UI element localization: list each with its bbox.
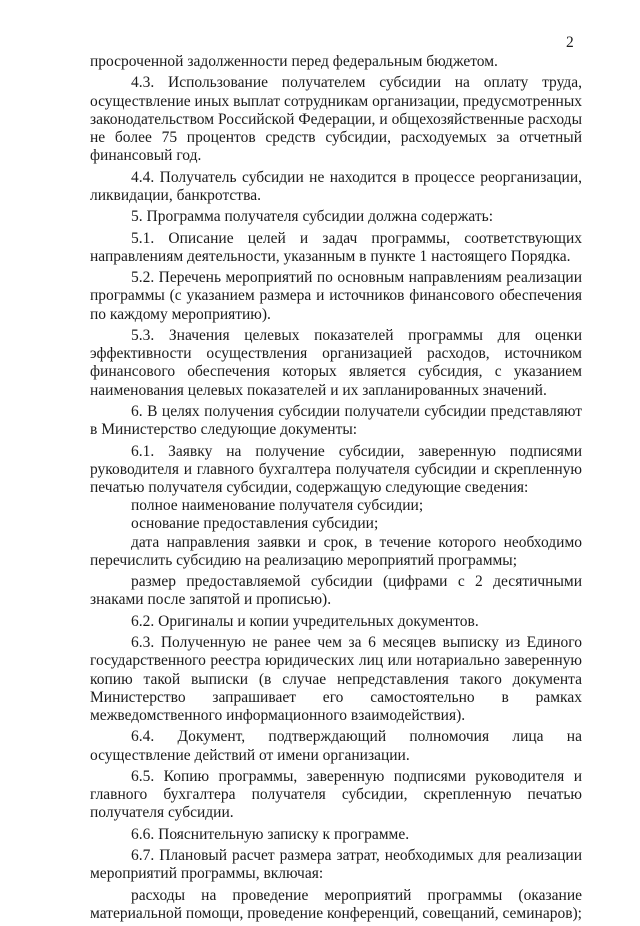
paragraph-continuation: просроченной задолженности перед федеральным бюджетом. (90, 53, 498, 70)
list-item-date: дата направления заявки и срок, в течение которого необходимо перечислить субсидию на реализацию мероприятий программы; (90, 533, 582, 569)
list-item-expenses: расходы на проведение мероприятий программы (оказание материальной помощи, проведение конференций, совещаний, семинаров); (90, 886, 582, 922)
page-number: 2 (566, 34, 574, 51)
list-item-amount: размер предоставляемой субсидии (цифрами с 2 десятичными знаками после запятой и прописью). (90, 573, 582, 609)
paragraph-6-1: 6.1. Заявку на получение субсидии, заверенную подписями руководителя и главного бухгалтера получателя субсидии и скрепленную печатью получателя субсидии, содержащую следующие сведения: (90, 442, 582, 496)
paragraph-6-4: 6.4. Документ, подтверждающий полномочия лица на осуществление действий от имени организации. (90, 728, 582, 764)
paragraph-6-2: 6.2. Оригиналы и копии учредительных документов. (131, 612, 479, 630)
paragraph-6-6: 6.6. Пояснительную записку к программе. (131, 825, 410, 843)
page-body (90, 53, 582, 926)
paragraph-6-5: 6.5. Копию программы, заверенную подписями руководителя и главного бухгалтера получателя субсидии, скрепленную печатью получателя субсидии. (90, 767, 582, 822)
paragraph-4-4: 4.4. Получатель субсидии не находится в процессе реорганизации, ликвидации, банкротства. (90, 168, 582, 204)
paragraph-4-3: 4.3. Использование получателем субсидии на оплату труда, осуществление иных выплат сотрудникам организации, предусмотренных законодательством Российской Федерации, и общехозяйственные расходы не более 75 процентов средств субсидии, расходуемых за отчетный финансовый год. (90, 74, 582, 165)
paragraph-6-7: 6.7. Плановый расчет размера затрат, необходимых для реализации мероприятий программы, включая: (90, 847, 582, 883)
paragraph-6: 6. В целях получения субсидии получатели субсидии представляют в Министерство следующие документы: (90, 402, 582, 439)
paragraph-5-2: 5.2. Перечень мероприятий по основным направлениям реализации программы (с указанием размера и источников финансового обеспечения по каждому мероприятию). (90, 269, 582, 323)
paragraph-5: 5. Программа получателя субсидии должна содержать: (131, 208, 494, 226)
list-item-name: полное наименование получателя субсидии; (131, 497, 424, 515)
list-item-basis: основание предоставления субсидии; (131, 515, 379, 533)
paragraph-6-3: 6.3. Полученную не ранее чем за 6 месяцев выписку из Единого государственного реестра юридических лиц или нотариально заверенную копию такой выписки (в случае непредставления такого документа Министерство запрашивает его самостоятельно в рамках межведомственного информационного взаимодействия). (90, 634, 582, 724)
paragraph-5-3: 5.3. Значения целевых показателей программы для оценки эффективности осуществления организацией расходов, источником финансового обеспечения которых является субсидия, с указанием наименования целевых показателей и их запланированных значений. (90, 326, 582, 399)
paragraph-5-1: 5.1. Описание целей и задач программы, соответствующих направлениям деятельности, указанным в пункте 1 настоящего Порядка. (90, 229, 582, 265)
